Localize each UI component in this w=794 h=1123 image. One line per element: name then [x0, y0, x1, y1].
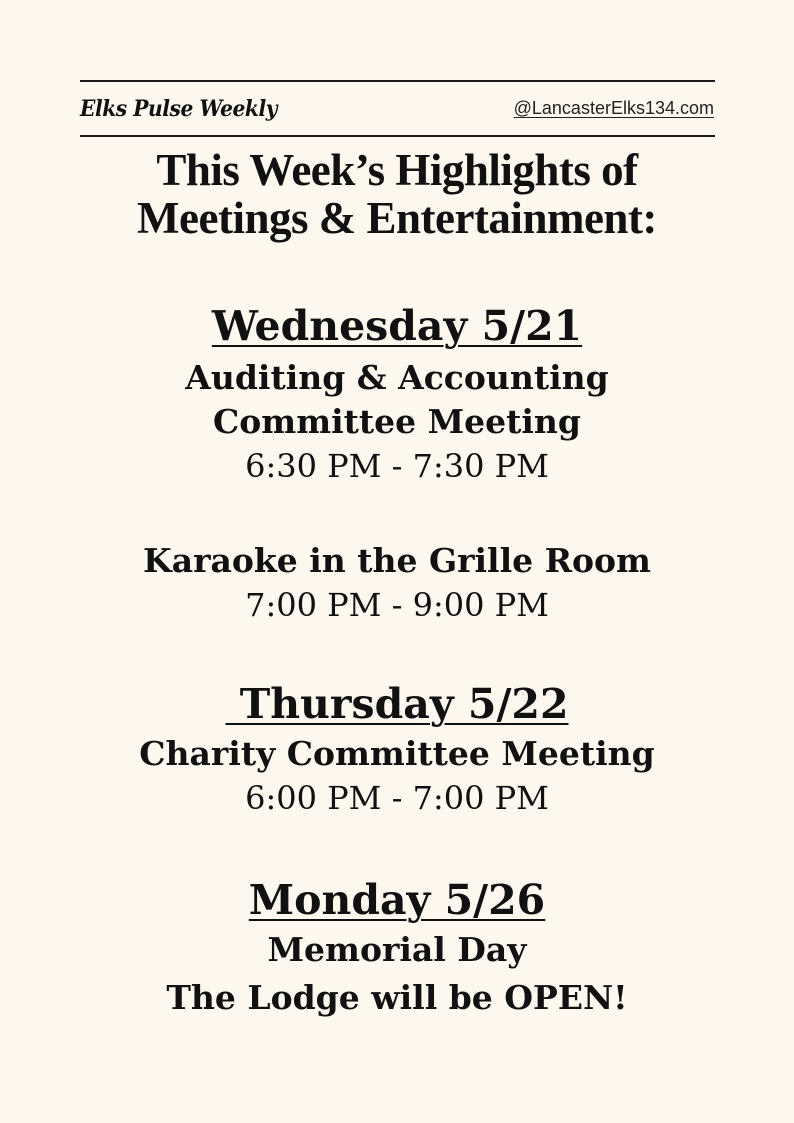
thursday-event-time: 6:00 PM - 7:00 PM — [245, 779, 549, 817]
monday-lodge-status: The Lodge will be OPEN! — [166, 978, 628, 1017]
thursday-event-title: Charity Committee Meeting — [139, 734, 655, 773]
wednesday-karaoke-section — [0, 539, 794, 627]
wednesday-event-1-time: 6:30 PM - 7:30 PM — [245, 447, 549, 485]
thursday-day-heading: Thursday 5/22 — [225, 680, 569, 728]
header-top-rule — [80, 80, 715, 82]
headline-line-1: This Week’s Highlights of — [156, 145, 638, 195]
monday-holiday-title: Memorial Day — [267, 930, 527, 969]
wednesday-day-heading: Wednesday 5/21 — [211, 302, 583, 350]
wednesday-event-2-title: Karaoke in the Grille Room — [143, 541, 651, 580]
wednesday-section — [0, 302, 794, 488]
masthead-title: Elks Pulse Weekly — [80, 96, 278, 122]
monday-day-heading: Monday 5/26 — [248, 876, 546, 924]
wednesday-event-1-line-2: Committee Meeting — [213, 402, 581, 441]
monday-section — [0, 876, 794, 1020]
wednesday-event-1-line-1: Auditing & Accounting — [185, 358, 609, 397]
thursday-section — [0, 680, 794, 820]
social-handle-link[interactable]: @LancasterElks134.com — [513, 98, 714, 118]
headline-line-2: Meetings & Entertainment: — [137, 193, 657, 243]
page-headline — [0, 146, 794, 242]
wednesday-event-2-time: 7:00 PM - 9:00 PM — [245, 586, 549, 624]
header-bottom-rule — [80, 135, 715, 137]
